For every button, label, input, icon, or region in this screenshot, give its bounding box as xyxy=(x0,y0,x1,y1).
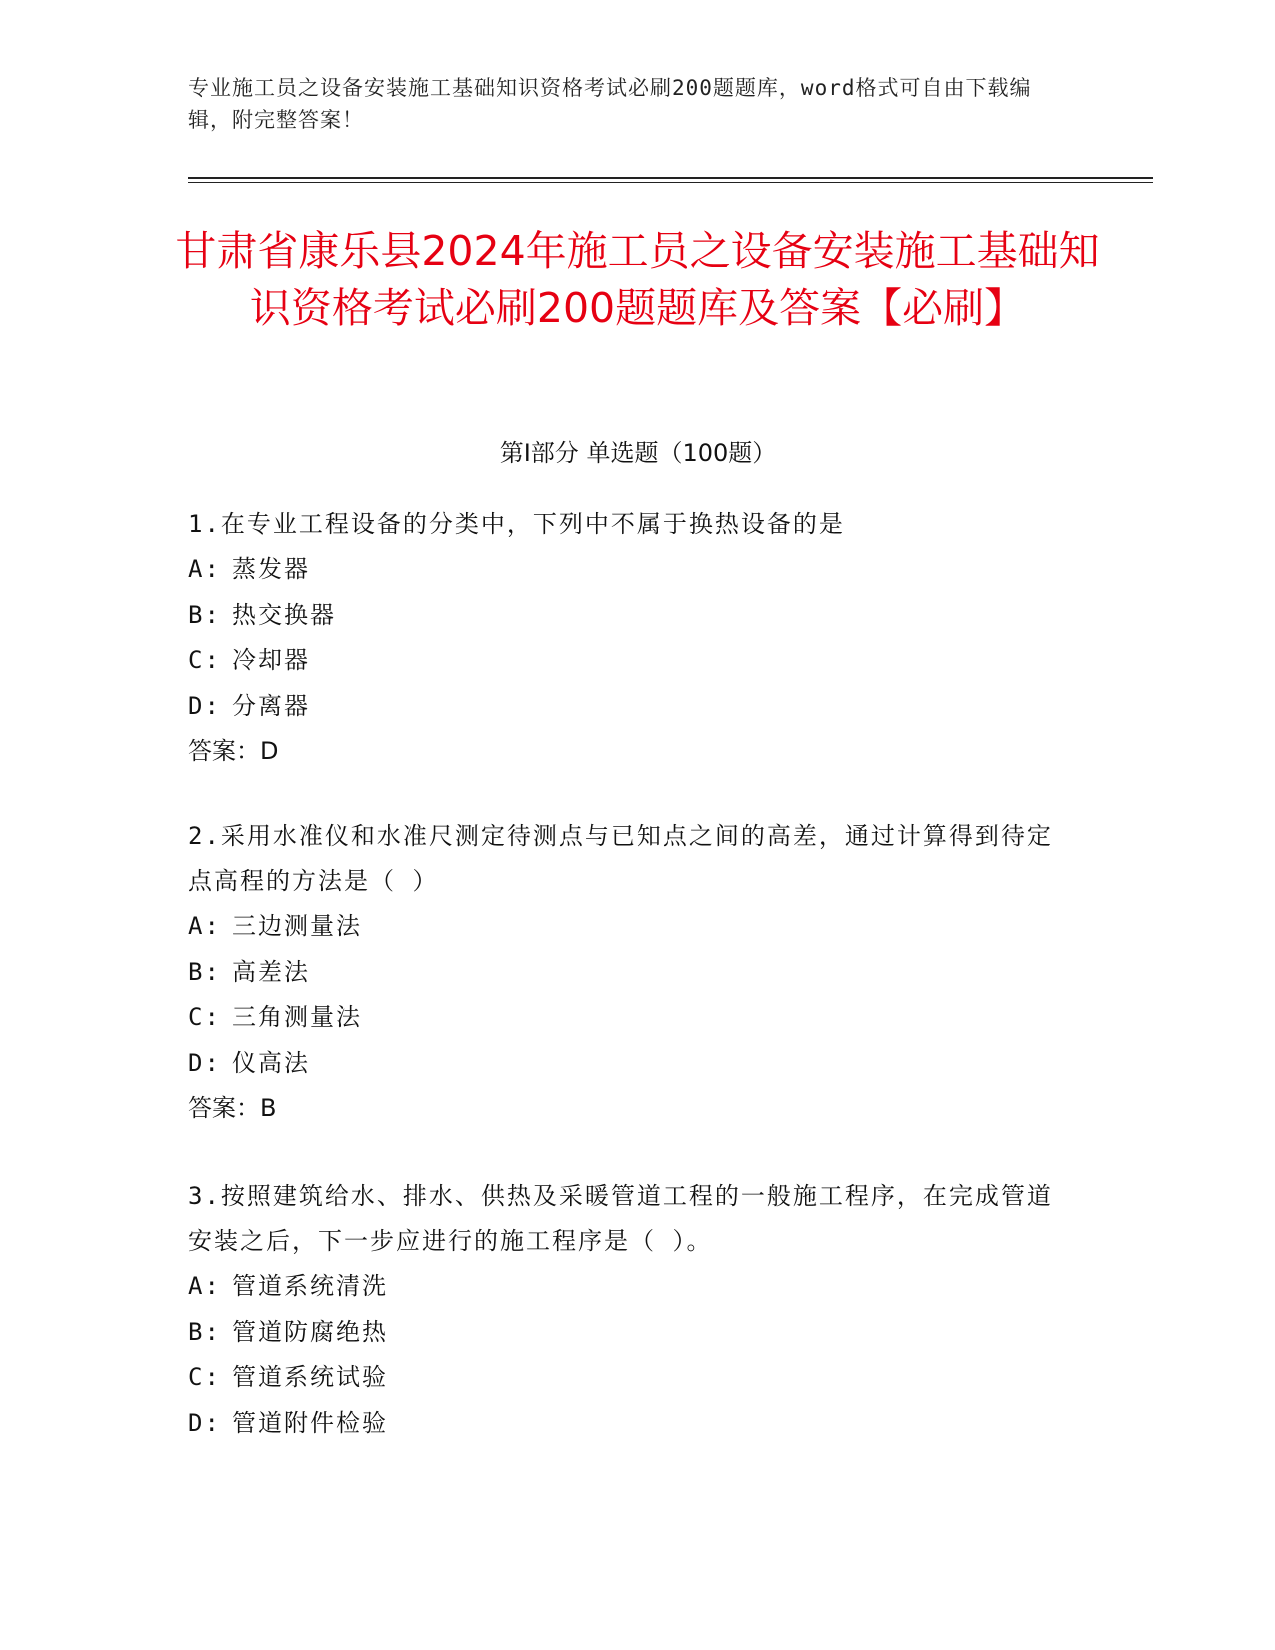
option-b xyxy=(188,1310,1068,1356)
section-heading: 第Ⅰ部分 单选题（100题） xyxy=(499,439,777,467)
option-text: 高差法 xyxy=(232,957,310,986)
option-text: 冷却器 xyxy=(232,646,310,674)
option-letter: C: xyxy=(188,1003,221,1031)
option-d xyxy=(188,684,1068,730)
header-rule-thin xyxy=(188,182,1153,183)
question-3 xyxy=(188,1174,1068,1446)
option-c xyxy=(188,638,1068,684)
answer: 答案：B xyxy=(188,1094,277,1122)
option-letter: D: xyxy=(188,1408,221,1437)
option-text: 热交换器 xyxy=(232,600,336,629)
option-text: 分离器 xyxy=(232,691,310,720)
question-2 xyxy=(188,814,1068,1131)
option-letter: C: xyxy=(188,646,221,674)
option-text: 管道附件检验 xyxy=(232,1408,388,1437)
option-letter: B: xyxy=(188,1317,221,1346)
option-letter: D: xyxy=(188,691,221,720)
document-title: 甘肃省康乐县2024年施工员之设备安装施工基础知识资格考试必刷200题题库及答案【必刷】 xyxy=(175,227,1100,332)
answer: 答案：D xyxy=(188,737,279,765)
option-a xyxy=(188,904,1068,950)
question-stem: 2.采用水准仪和水准尺测定待测点与已知点之间的高差，通过计算得到待定点高程的方法是（ ） xyxy=(188,822,1053,895)
option-b xyxy=(188,593,1068,639)
option-d xyxy=(188,1401,1068,1447)
option-letter: A: xyxy=(188,1272,221,1300)
option-text: 管道系统清洗 xyxy=(232,1272,388,1300)
option-text: 蒸发器 xyxy=(232,555,310,583)
option-letter: B: xyxy=(188,957,221,986)
option-c xyxy=(188,995,1068,1041)
option-letter: C: xyxy=(188,1363,221,1391)
question-stem: 1.在专业工程设备的分类中，下列中不属于换热设备的是 xyxy=(188,510,845,538)
option-text: 三边测量法 xyxy=(232,912,362,940)
option-c xyxy=(188,1355,1068,1401)
option-a xyxy=(188,1264,1068,1310)
option-text: 管道系统试验 xyxy=(232,1363,388,1391)
option-text: 三角测量法 xyxy=(232,1003,362,1031)
question-1 xyxy=(188,502,1068,774)
option-a xyxy=(188,547,1068,593)
option-b xyxy=(188,950,1068,996)
question-stem: 3.按照建筑给水、排水、供热及采暖管道工程的一般施工程序，在完成管道安装之后，下一步应进行的施工程序是（ ）。 xyxy=(188,1182,1053,1255)
option-text: 管道防腐绝热 xyxy=(232,1317,388,1346)
option-letter: D: xyxy=(188,1048,221,1077)
header-rule-thick xyxy=(188,177,1153,179)
header-note: 专业施工员之设备安装施工基础知识资格考试必刷200题题库，word格式可自由下载编辑，附完整答案！ xyxy=(188,76,1032,132)
option-letter: A: xyxy=(188,912,221,940)
option-d xyxy=(188,1041,1068,1087)
option-letter: A: xyxy=(188,555,221,583)
option-text: 仪高法 xyxy=(232,1048,310,1077)
option-letter: B: xyxy=(188,600,221,629)
